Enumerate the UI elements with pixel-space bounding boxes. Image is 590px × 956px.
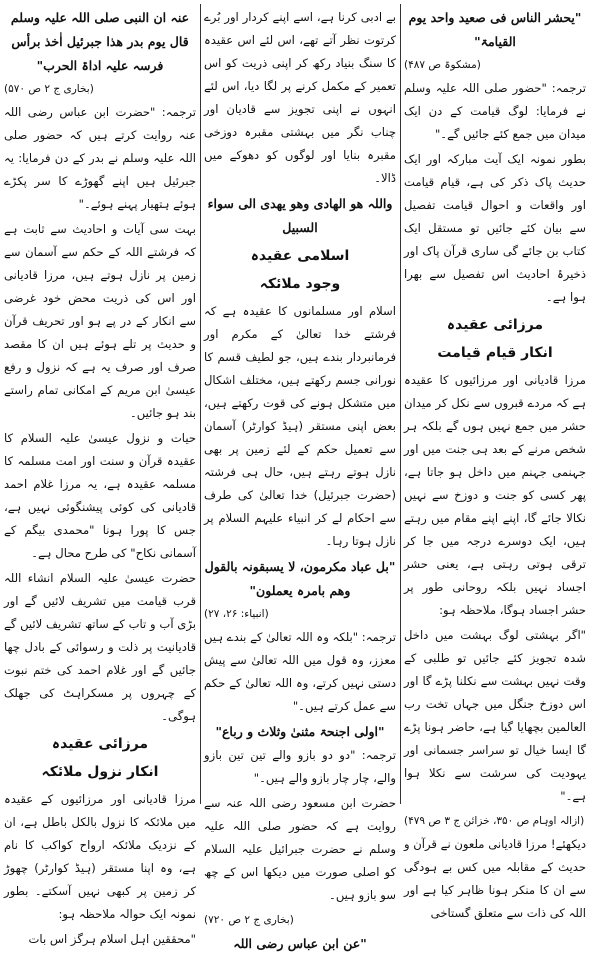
- reference-citation: (بخاری ج ۲ ص ۵۷۰): [4, 83, 94, 95]
- reference-citation: (ازالہ اوہام ص ۳۵۰، خزائن ج ۳ ص ۴۷۹): [404, 815, 585, 827]
- section-heading: اسلامی عقیدہ: [250, 248, 350, 264]
- paragraph: ترجمہ: "حضور صلی اللہ علیہ وسلم نے فرمایا: لوگ قیامت کے دن ایک میدان میں جمع کئے جائیں گے۔": [404, 81, 586, 141]
- paragraph: مرزا قادیانی اور مرزائیوں کا عقیدہ ہے کہ مردے قبروں سے نکل کر میدان حشر میں جمع نہیں ہوں گے بلکہ ہر شخص مرنے کے بعد ہی جنت میں اور جہنمی جہنم میں داخل ہو جاتا ہے، پھر کسی کو جنت و دوزخ سے نہیں نکالا جائے گا، اپنے اپنے مقام میں رہتے ہیں، ایک دوسرے درجہ میں جا کر ترقی ہوتی رہتی ہے، یعنی حشر اجساد نہیں بلکہ روحانی طور پر حشر اجساد ہوگا، ملاحظہ ہو:: [404, 373, 586, 617]
- paragraph: بطور نمونہ ایک آیت مبارکہ اور ایک حدیث پاک ذکر کی ہے، قیام قیامت اور واقعات و احوال قیامت تفصیل سے بیان کئے جائیں تو مستقل ایک کتاب بن جائے گی ساری قرآن پاک اور ذخیرۂ احادیث اس تفصیل سے بھرا ہوا ہے۔: [404, 152, 586, 304]
- column-divider: [200, 4, 201, 804]
- paragraph: حیات و نزول عیسیٰ علیہ السلام کا عقیدہ قرآن و سنت اور امت مسلمہ کا مسلمہ عقیدہ ہے، یہ مرزا غلام احمد قادیانی کی کوئی پیشنگوئی نہیں ہے، جس کا پورا ہونا "محمدی بیگم کے آسمانی نکاح" کی طرح محال ہے۔: [4, 431, 196, 560]
- paragraph: "اگر بہشتی لوگ بہشت میں داخل شدہ تجویز کئے جائیں تو طلبی کے وقت نہیں بہشت سے نکلنا پڑے گا اور اس دوزخ جنگل میں جہاں تخت رب العالمین بچھایا گیا ہے، حاضر ہونا پڑے گا ایسا خیال تو سراسر جسمانی اور یہودیت کی سرشت سے نکلا ہوا ہے۔": [404, 628, 586, 803]
- column-right: [404, 6, 586, 927]
- arabic-quote: "بل عباد مکرمون، لا یسبقونہ بالقول وھم بامرہ یعملون": [204, 559, 396, 598]
- paragraph: ترجمہ: "حضرت ابن عباس رضی اللہ عنہ روایت کرتے ہیں کہ حضور صلی اللہ علیہ وسلم نے بدر کے دن فرمایا: یہ جبرئیل ہیں اپنے گھوڑے کا سر پکڑے ہوئے ہتھیار پہنے ہوئے۔": [4, 105, 196, 211]
- paragraph: بہت سی آیات و احادیث سے ثابت ہے کہ فرشتے اللہ کے حکم سے آسمان سے زمین پر نازل ہوتے ہیں، مرزا قادیانی اور اس کی ذریت محض خود غرضی سے انکار کے در پے ہو اور تحریف قرآن و حدیث پر تلے ہوئے ہیں ان کا مقصد صرف اور صرف یہ ہے کہ نزول و رفع عیسیٰ ابن مریم کے امکانی تمام راستے بند ہو جائیں۔: [4, 222, 196, 420]
- paragraph: حضرت عیسیٰ علیہ السلام انشاء اللہ قرب قیامت میں تشریف لائیں گے اور بڑی آب و تاب کے ساتھ تشریف لائیں گے قادیانیت پر ذلت و رسوائی کے بادل چھا جائیں گے اور غلام احمد کی ختم نبوت کے چہروں پر مسکراہٹ کی جھلک ہوگی۔: [4, 571, 196, 723]
- paragraph: دیکھئے! مرزا قادیانی ملعون نے قرآن و حدیث کے مقابلہ میں کس بے ہودگی سے ان کا منکر ہونا ظاہر کیا ہے اور اللہ کی ذات سے متعلق گستاخی: [404, 837, 586, 920]
- section-heading: مرزائی عقیدہ: [51, 736, 149, 752]
- arabic-quote: "اولی اجنحۃ مثنیٰ وثلاث و رباع": [215, 724, 385, 739]
- column-left: [4, 6, 196, 953]
- paragraph: ترجمہ: "دو دو بازو والے تین تین بازو والے، چار چار بازو والے ہیں۔": [204, 748, 396, 785]
- reference-citation: (انبیاء: ۲۶، ۲۷): [204, 608, 269, 620]
- arabic-quote: "یحشر الناس فی صعید واحد یوم القیامۃ": [408, 10, 582, 49]
- section-heading: انکار نزول ملائکہ: [41, 764, 159, 780]
- column-middle: [204, 6, 396, 956]
- arabic-quote: واللہ ھو الھادی وھو یھدی الی سواء السبیل: [207, 196, 393, 235]
- column-divider: [400, 4, 401, 804]
- arabic-quote: عنہ ان النبی صلی اللہ علیہ وسلم قال یوم بدر ھذا جبرئیل اٰخذ برأس فرسہ علیہ اداۃ الحرب": [10, 10, 190, 73]
- arabic-quote: "عن ابن عباس رضی اللہ: [233, 936, 367, 951]
- section-heading: انکار قیام قیامت: [437, 345, 553, 361]
- section-heading: مرزائی عقیدہ: [446, 317, 544, 333]
- paragraph: "محققین اہل اسلام ہرگز اس بات: [28, 932, 196, 946]
- reference-citation: (مشکوۃ ص ۴۸۷): [404, 59, 481, 71]
- reference-citation: (بخاری ج ۲ ص ۷۲۰): [204, 914, 294, 926]
- paragraph: اسلام اور مسلمانوں کا عقیدہ ہے کہ فرشتے خدا تعالیٰ کے مکرم اور فرمانبردار بندے ہیں، جو لطیف قسم کا نورانی جسم رکھتے ہیں، مختلف اشکال میں متشکل ہونے کی قوت رکھتے ہیں، بعض اپنی مستقر (ہیڈ کوارٹر) آسمان سے تعمیل حکم کے لئے زمین پر بھی نازل ہوتے رہتے ہیں، حال ہی فرشتہ (حضرت جبرئیل) خدا تعالیٰ کی طرف سے احکام لے کر انبیاء علیہم السلام پر نازل ہوتا رہا۔: [204, 304, 396, 548]
- paragraph: ترجمہ: "بلکہ وہ اللہ تعالیٰ کے بندے ہیں معزز، وہ قول میں اللہ تعالیٰ سے پیش دستی نہیں کرتے، وہ اللہ تعالیٰ کے حکم سے عمل کرتے ہیں۔": [204, 630, 396, 713]
- paragraph: حضرت ابن مسعود رضی اللہ عنہ سے روایت ہے کہ حضور صلی اللہ علیہ وسلم نے حضرت جبرائیل علیہ السلام کو اصلی صورت میں دیکھا اس کے چھ سو بازو ہیں۔: [204, 796, 396, 902]
- paragraph: مرزا قادیانی اور مرزائیوں کے عقیدہ میں ملائکہ کا نزول بالکل باطل ہے، ان کے نزدیک ملائکہ ارواح کواکب کا نام ہے، وہ اپنا مستقر (ہیڈ کوارٹر) چھوڑ کر زمین پر کبھی نہیں آسکتے۔ بطور نمونہ ایک حوالہ ملاحظہ ہو:: [4, 792, 196, 921]
- paragraph: بے ادبی کرنا ہے، اسے اپنے کردار اور بُرے کرتوت نظر آتے تھے، اس لئے اس عقیدہ کا سنگ بنیاد رکھ کر اپنی ذریت کو اس تعمیر کے مکمل کرنے پر لگا دیا، اس لئے انہوں نے اپنی تجویز سے قادیان اور چناب نگر میں بہشتی مقبرہ دوزخی مقبرہ بنایا اور لوگوں کو دھوکے میں ڈالا۔: [204, 10, 396, 185]
- section-heading: وجود ملائکہ: [259, 276, 341, 292]
